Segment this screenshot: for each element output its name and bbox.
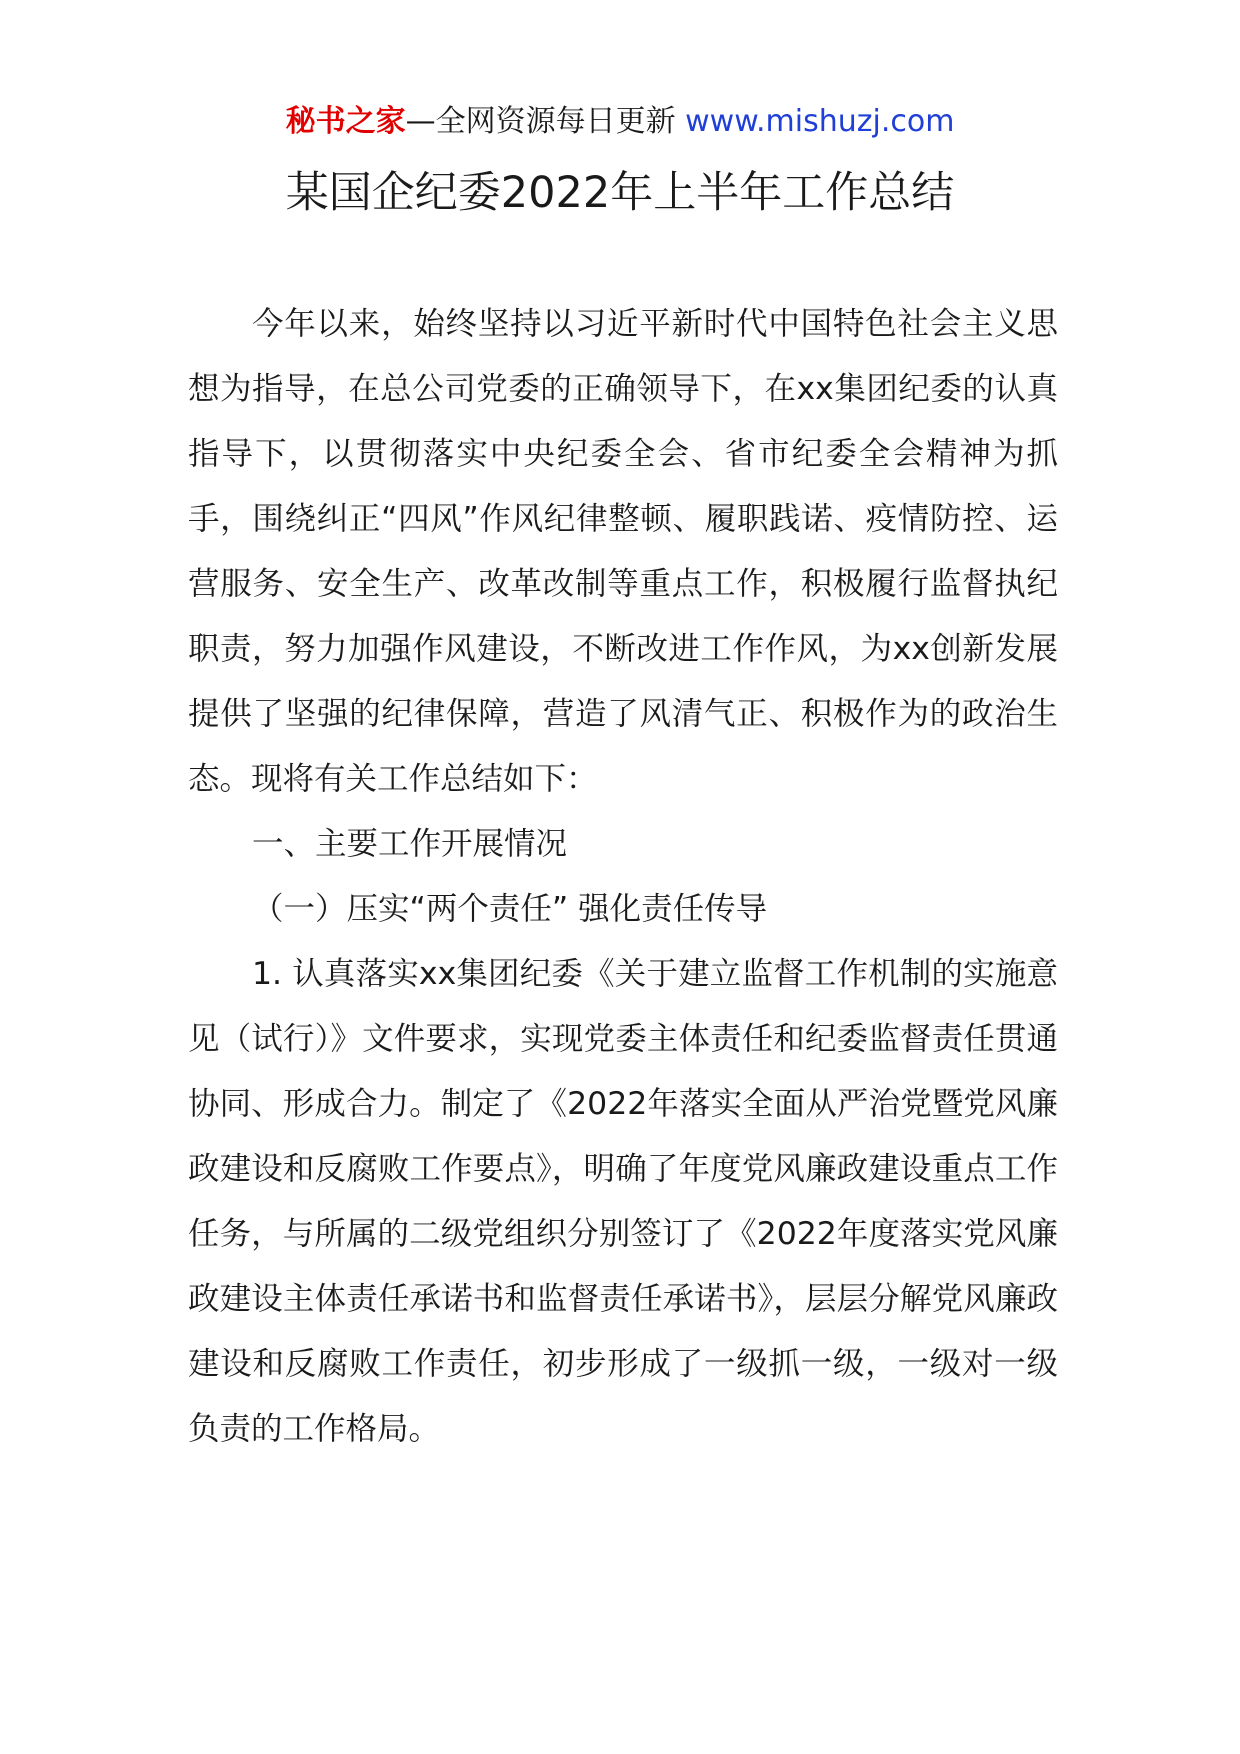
- section-heading: 一、主要工作开展情况: [252, 826, 568, 862]
- brand-name: 秘书之家: [285, 104, 406, 139]
- document-body: [188, 292, 1058, 1462]
- intro-paragraph: 今年以来，始终坚持以习近平新时代中国特色社会主义思想为指导，在总公司党委的正确领导下，在xx集团纪委的认真指导下，以贯彻落实中央纪委全会、省市纪委全会精神为抓手，围绕纠正“四风”作风纪律整顿、履职践诺、疫情防控、运营服务、安全生产、改革改制等重点工作，积极履行监督执纪职责，努力加强作风建设，不断改进工作作风，为xx创新发展提供了坚强的纪律保障，营造了风清气正、积极作为的政治生态。现将有关工作总结如下：: [188, 306, 1058, 797]
- site-header: [0, 102, 1240, 142]
- document-title: 某国企纪委2022年上半年工作总结: [285, 168, 955, 218]
- header-tagline: —全网资源每日更新: [405, 104, 686, 139]
- site-url-link[interactable]: www.mishuzj.com: [685, 104, 955, 139]
- item-paragraph: 1. 认真落实xx集团纪委《关于建立监督工作机制的实施意见（试行）》文件要求，实现党委主体责任和纪委监督责任贯通协同、形成合力。制定了《2022年落实全面从严治党暨党风廉政建设和反腐败工作要点》，明确了年度党风廉政建设重点工作任务，与所属的二级党组织分别签订了《2022年度落实党风廉政建设主体责任承诺书和监督责任承诺书》，层层分解党风廉政建设和反腐败工作责任，初步形成了一级抓一级，一级对一级负责的工作格局。: [188, 956, 1058, 1447]
- subsection-heading: （一）压实“两个责任” 强化责任传导: [252, 891, 768, 927]
